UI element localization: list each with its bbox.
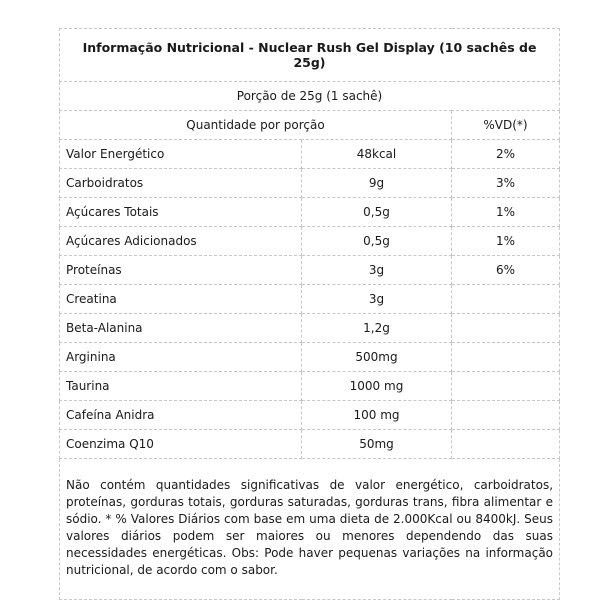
nutrient-vd [452,401,560,430]
table-row [60,198,560,227]
footnote-row [60,459,560,600]
nutrient-amount: 50mg [302,430,452,459]
table-row [60,227,560,256]
nutrient-name: Proteínas [60,256,302,285]
title-row [60,29,560,82]
nutrient-vd: 3% [452,169,560,198]
table-row [60,372,560,401]
nutrient-name: Açúcares Totais [60,198,302,227]
nutrient-name: Coenzima Q10 [60,430,302,459]
nutrient-name: Arginina [60,343,302,372]
nutrient-name: Açúcares Adicionados [60,227,302,256]
table-row [60,285,560,314]
table-row [60,314,560,343]
table-row [60,169,560,198]
nutrient-vd [452,343,560,372]
nutrient-amount: 3g [302,285,452,314]
nutrient-vd [452,314,560,343]
nutrient-name: Carboidratos [60,169,302,198]
nutrient-name: Taurina [60,372,302,401]
nutrient-amount: 48kcal [302,140,452,169]
table-title: Informação Nutricional - Nuclear Rush Gel Display (10 sachês de 25g) [60,29,560,82]
portion-label: Porção de 25g (1 sachê) [60,82,560,111]
nutrition-facts [59,28,559,600]
nutrient-vd: 1% [452,227,560,256]
nutrient-vd [452,285,560,314]
nutrient-amount: 9g [302,169,452,198]
footnote: Não contém quantidades significativas de valor energético, carboidratos, proteínas, gorduras totais, gorduras saturadas, gorduras trans, fibra alimentar e sódio. * % Valores Diários com base em uma dieta de 2.000Kcal ou 8400kJ. Seus valores diários podem ser maiores ou menores dependendo das suas necessidades energéticas. Obs: Pode haver pequenas variações na informação nutricional, de acordo com o sabor. [60,459,560,600]
table-row [60,256,560,285]
nutrient-vd: 6% [452,256,560,285]
nutrient-name: Creatina [60,285,302,314]
nutrient-vd: 1% [452,198,560,227]
nutrient-amount: 0,5g [302,198,452,227]
nutrient-amount: 3g [302,256,452,285]
nutrient-name: Valor Energético [60,140,302,169]
nutrition-table [59,28,560,600]
nutrient-vd: 2% [452,140,560,169]
nutrient-amount: 100 mg [302,401,452,430]
table-row [60,140,560,169]
nutrient-amount: 500mg [302,343,452,372]
portion-row [60,82,560,111]
nutrient-name: Cafeína Anidra [60,401,302,430]
nutrient-amount: 1,2g [302,314,452,343]
nutrient-vd [452,372,560,401]
header-vd: %VD(*) [452,111,560,140]
header-row [60,111,560,140]
nutrient-amount: 1000 mg [302,372,452,401]
table-row [60,401,560,430]
nutrient-amount: 0,5g [302,227,452,256]
table-row [60,430,560,459]
nutrient-name: Beta-Alanina [60,314,302,343]
table-row [60,343,560,372]
nutrient-vd [452,430,560,459]
header-quantity: Quantidade por porção [60,111,452,140]
